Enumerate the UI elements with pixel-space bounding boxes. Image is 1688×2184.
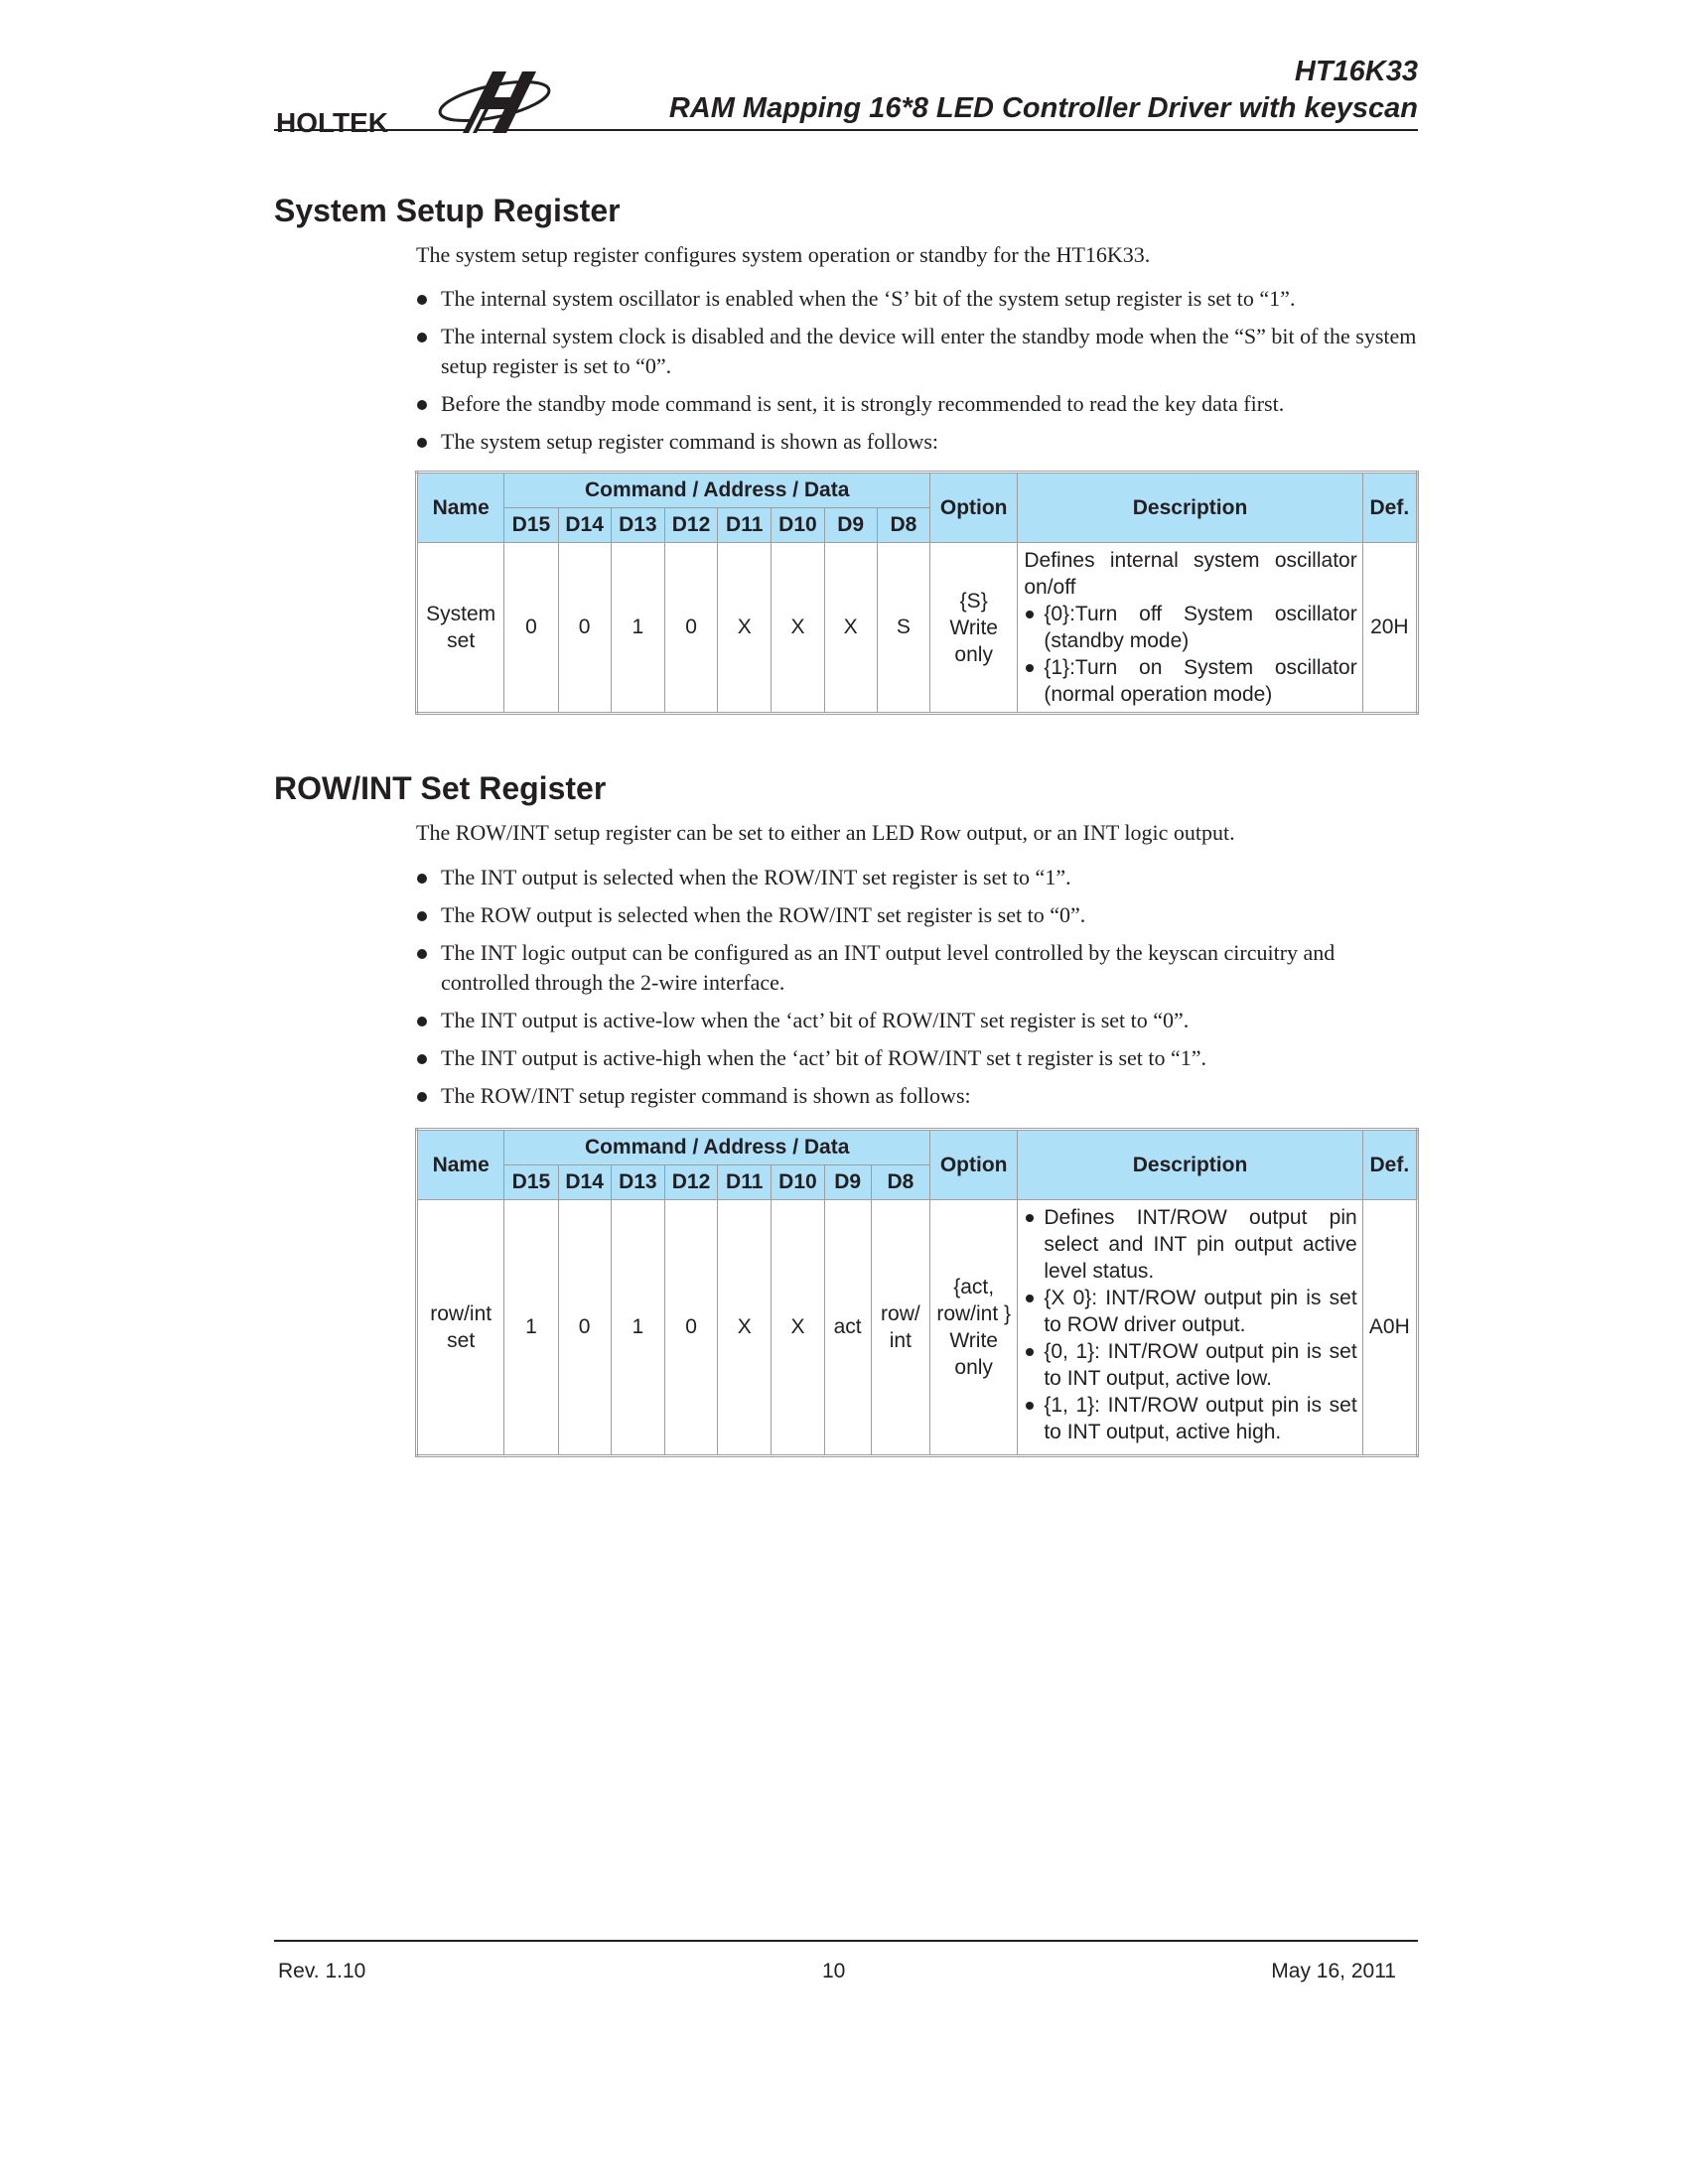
section-intro-row-int: The ROW/INT setup register can be set to either an LED Row output, or an INT logic output. (416, 820, 1235, 845)
bullet-list-system-setup (416, 284, 1419, 465)
bit-value: 0 (664, 543, 717, 714)
description-item: {1, 1}: INT/ROW output pin is set to INT output, active high. (1024, 1392, 1356, 1445)
description-cell (1018, 543, 1362, 714)
header-bit: D12 (664, 508, 717, 543)
header-description: Description (1018, 1130, 1362, 1200)
bit-value: act (824, 1200, 871, 1456)
document-title (669, 54, 1418, 127)
list-item: The INT output is selected when the ROW/INT set register is set to “1”. (416, 863, 1419, 892)
header-default: Def. (1362, 473, 1417, 543)
table-row (417, 543, 1418, 714)
list-item: The INT output is active-high when the ‘act’ bit of ROW/INT set t register is set to “1”. (416, 1043, 1419, 1073)
list-item: The system setup register command is shown as follows: (416, 427, 1419, 457)
section-intro-system-setup: The system setup register configures system operation or standby for the HT16K33. (416, 242, 1151, 267)
list-item: The INT logic output can be configured as an INT output level controlled by the keyscan circuitry and controlled through the 2-wire interface. (416, 938, 1419, 998)
list-item: The internal system oscillator is enabled when the ‘S’ bit of the system setup register is set to “1”. (416, 284, 1419, 314)
header-bit: D8 (877, 508, 929, 543)
header-bit: D11 (718, 508, 772, 543)
header-name: Name (417, 473, 504, 543)
bit-value: S (877, 543, 929, 714)
footer-page-number: 10 (822, 1960, 846, 1982)
header-bit: D10 (772, 1165, 824, 1200)
section-title-system-setup: System Setup Register (274, 193, 621, 228)
bit-value: 1 (611, 543, 664, 714)
chip-name: HT16K33 (1294, 56, 1418, 87)
header-bit: D9 (824, 1165, 871, 1200)
description-cell (1018, 1200, 1362, 1456)
bit-value: X (824, 543, 877, 714)
bit-value: 0 (558, 1200, 611, 1456)
header-bit: D8 (871, 1165, 929, 1200)
footer-divider (274, 1940, 1418, 1942)
list-item: Before the standby mode command is sent, it is strongly recommended to read the key data first. (416, 389, 1419, 419)
default-value: 20H (1362, 543, 1417, 714)
header-name: Name (417, 1130, 504, 1200)
default-value: A0H (1362, 1200, 1417, 1456)
header-bit: D11 (718, 1165, 772, 1200)
page-header (274, 44, 1418, 138)
list-item: The ROW output is selected when the ROW/INT set register is set to “0”. (416, 900, 1419, 930)
option-cell: {act, row/int } Write only (930, 1200, 1018, 1456)
header-option: Option (930, 1130, 1018, 1200)
description-item: Defines INT/ROW output pin select and INT pin output active level status. (1024, 1204, 1356, 1285)
header-bit: D15 (504, 1165, 558, 1200)
header-bit: D9 (824, 508, 877, 543)
bit-value: 0 (558, 543, 611, 714)
bullet-list-row-int (416, 863, 1419, 1119)
row-name: row/int set (417, 1200, 504, 1456)
description-text: Defines internal system oscillator on/off (1024, 549, 1357, 599)
bit-value: 1 (611, 1200, 664, 1456)
description-item: {0}:Turn off System oscillator (standby mode) (1024, 601, 1356, 654)
footer-date: May 16, 2011 (1271, 1960, 1396, 1982)
description-item: {0, 1}: INT/ROW output pin is set to INT output, active low. (1024, 1338, 1356, 1392)
header-default: Def. (1362, 1130, 1417, 1200)
list-item: The internal system clock is disabled and the device will enter the standby mode when the “S” bit of the system setup register is set to “0”. (416, 322, 1419, 381)
row-name: System set (417, 543, 504, 714)
list-item: The ROW/INT setup register command is shown as follows: (416, 1081, 1419, 1111)
bit-value: 1 (504, 1200, 558, 1456)
bit-value: row/ int (871, 1200, 929, 1456)
header-bit: D13 (611, 1165, 664, 1200)
header-bit: D10 (772, 508, 824, 543)
option-cell: {S} Write only (930, 543, 1018, 714)
header-bit: D15 (504, 508, 558, 543)
footer-revision: Rev. 1.10 (278, 1960, 366, 1982)
bit-value: X (772, 1200, 824, 1456)
system-setup-register-table (415, 471, 1419, 715)
header-bit: D12 (664, 1165, 717, 1200)
description-item: {1}:Turn on System oscillator (normal operation mode) (1024, 654, 1356, 708)
header-bit: D13 (611, 508, 664, 543)
header-command: Command / Address / Data (504, 473, 930, 508)
header-bit: D14 (558, 508, 611, 543)
header-command: Command / Address / Data (504, 1130, 930, 1165)
header-description: Description (1018, 473, 1362, 543)
bit-value: X (718, 1200, 772, 1456)
holtek-logo (274, 64, 532, 138)
header-option: Option (930, 473, 1018, 543)
bit-value: 0 (664, 1200, 717, 1456)
logo-text: HOLTEK (276, 107, 389, 138)
document-subtitle: RAM Mapping 16*8 LED Controller Driver with keyscan (668, 92, 1418, 124)
holtek-logo-icon (423, 64, 552, 139)
description-item: {X 0}: INT/ROW output pin is set to ROW driver output. (1024, 1285, 1356, 1338)
bit-value: 0 (504, 543, 558, 714)
section-title-row-int: ROW/INT Set Register (274, 770, 607, 806)
bit-value: X (772, 543, 824, 714)
table-row (417, 1200, 1418, 1456)
bit-value: X (718, 543, 772, 714)
header-bit: D14 (558, 1165, 611, 1200)
row-int-register-table (415, 1128, 1419, 1457)
list-item: The INT output is active-low when the ‘act’ bit of ROW/INT set register is set to “0”. (416, 1006, 1419, 1035)
